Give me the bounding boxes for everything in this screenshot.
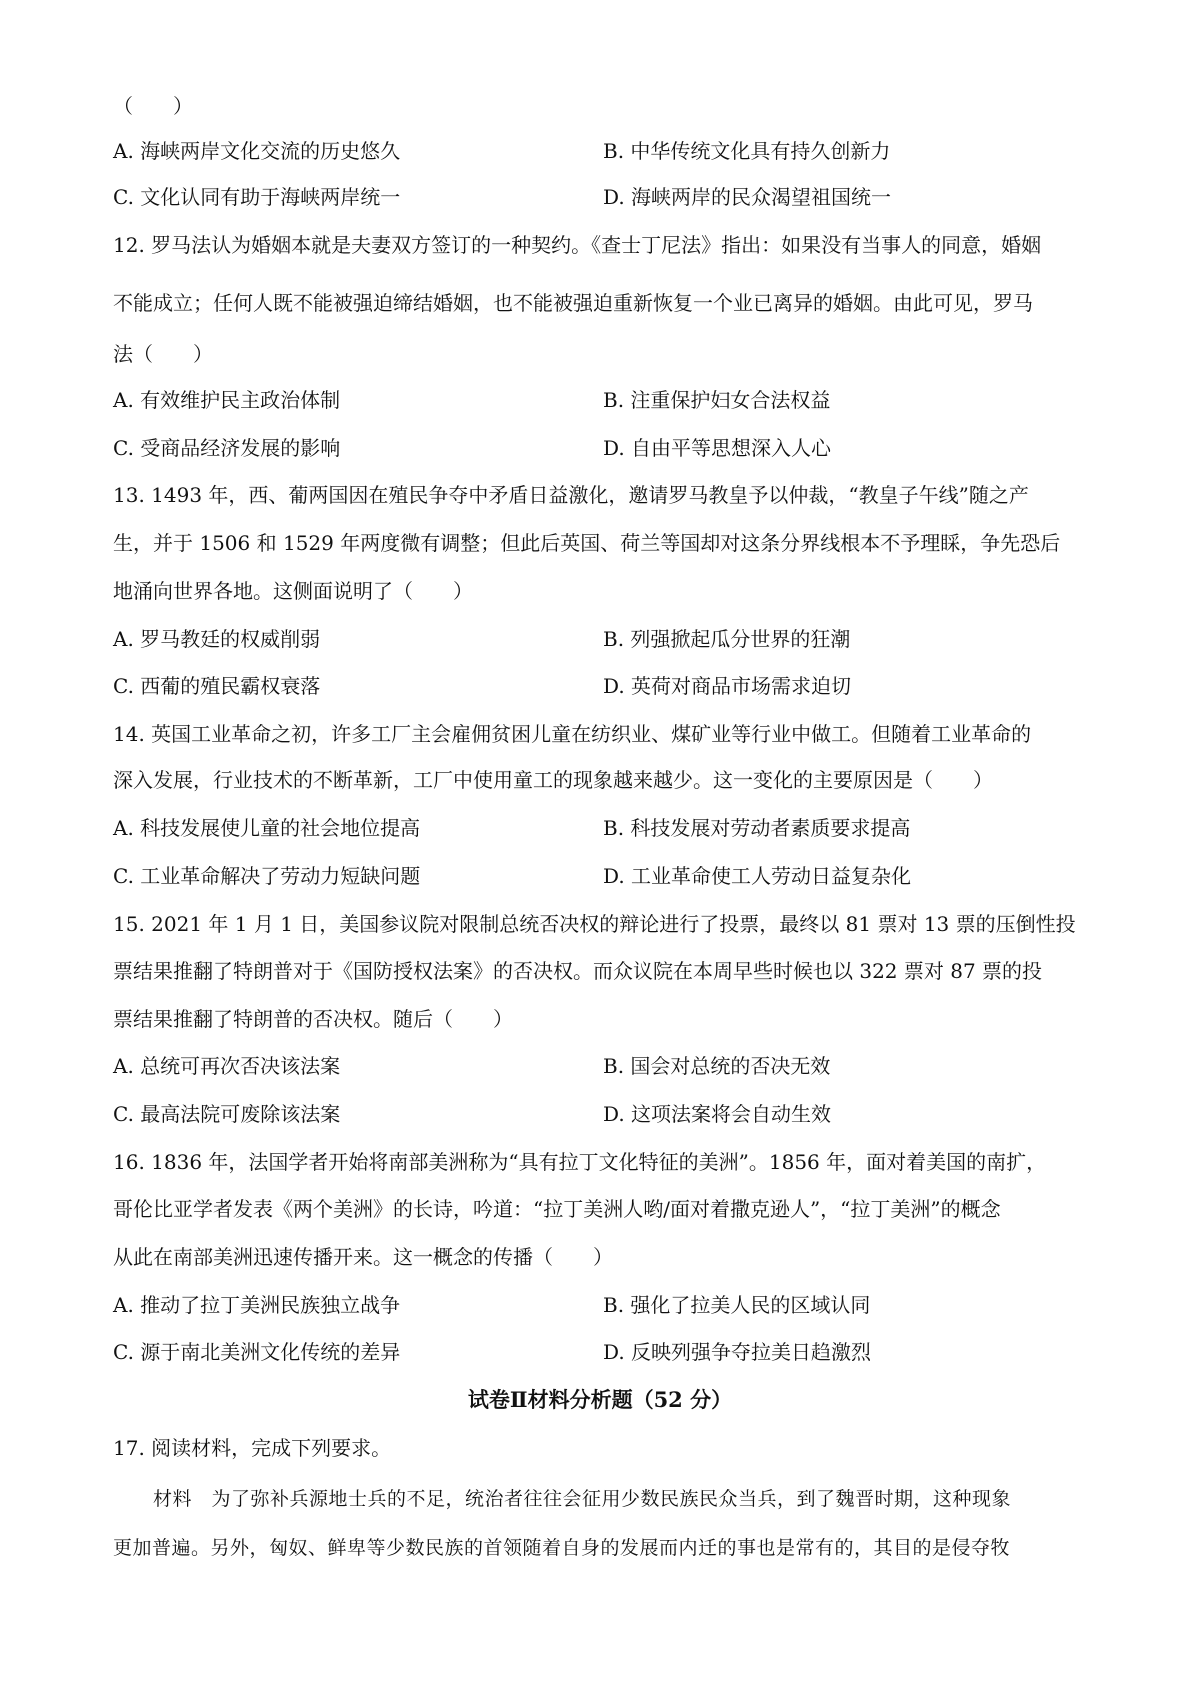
q13-stem-line-1: 13. 1493 年，西、葡两国因在殖民争夺中矛盾日益激化，邀请罗马教皇予以仲裁，“教皇子午线”随之产	[113, 483, 1029, 507]
q13-option-a: A. 罗马教廷的权威削弱	[113, 627, 321, 651]
q16-option-b: B. 强化了拉美人民的区域认同	[603, 1293, 871, 1317]
q17-material-line-2: 更加普遍。另外，匈奴、鲜卑等少数民族的首领随着自身的发展而内迁的事也是常有的，其目的是侵夺牧	[113, 1537, 1011, 1559]
q14-stem-line-1: 14. 英国工业革命之初，许多工厂主会雇佣贫困儿童在纺织业、煤矿业等行业中做工。但随着工业革命的	[113, 722, 1032, 746]
q12-option-d: D. 自由平等思想深入人心	[603, 436, 832, 460]
q15-option-c: C. 最高法院可废除该法案	[113, 1102, 341, 1126]
q13-stem-line-2: 生，并于 1506 和 1529 年两度微有调整；但此后英国、荷兰等国却对这条分界线根本不予理睬，争先恐后	[113, 531, 1061, 555]
q11-option-a: A. 海峡两岸文化交流的历史悠久	[113, 139, 401, 163]
q16-stem-line-2: 哥伦比亚学者发表《两个美洲》的长诗，吟道：“拉丁美洲人哟/面对着撒克逊人”，“拉丁美洲”的概念	[113, 1197, 1001, 1221]
q14-stem-line-2: 深入发展，行业技术的不断革新，工厂中使用童工的现象越来越少。这一变化的主要原因是（ ）	[113, 768, 993, 792]
q12-option-a: A. 有效维护民主政治体制	[113, 388, 341, 412]
q14-option-c: C. 工业革命解决了劳动力短缺问题	[113, 864, 421, 888]
q17-stem: 17. 阅读材料，完成下列要求。	[113, 1436, 392, 1460]
q11-option-c: C. 文化认同有助于海峡两岸统一	[113, 185, 401, 209]
q14-option-b: B. 科技发展对劳动者素质要求提高	[603, 816, 911, 840]
q16-stem-line-3: 从此在南部美洲迅速传播开来。这一概念的传播（ ）	[113, 1245, 613, 1269]
q16-option-d: D. 反映列强争夺拉美日趋激烈	[603, 1340, 872, 1364]
q13-option-d: D. 英荷对商品市场需求迫切	[603, 674, 852, 698]
q11-option-b: B. 中华传统文化具有持久创新力	[603, 139, 891, 163]
section-2-title: 试卷Ⅱ材料分析题（52 分）	[467, 1387, 733, 1412]
q14-option-a: A. 科技发展使儿童的社会地位提高	[113, 816, 421, 840]
q16-option-c: C. 源于南北美洲文化传统的差异	[113, 1340, 401, 1364]
q12-option-c: C. 受商品经济发展的影响	[113, 436, 341, 460]
q14-option-d: D. 工业革命使工人劳动日益复杂化	[603, 864, 912, 888]
q11-answer-bracket: （ ）	[113, 94, 193, 118]
q15-stem-line-1: 15. 2021 年 1 月 1 日，美国参议院对限制总统否决权的辩论进行了投票，最终以 81 票对 13 票的压倒性投	[113, 912, 1076, 936]
q17-material-line-1: 材料 为了弥补兵源地士兵的不足，统治者往往会征用少数民族民众当兵，到了魏晋时期，这种现象	[153, 1488, 1012, 1510]
q15-option-b: B. 国会对总统的否决无效	[603, 1054, 831, 1078]
q15-option-a: A. 总统可再次否决该法案	[113, 1054, 341, 1078]
q13-stem-line-3: 地涌向世界各地。这侧面说明了（ ）	[113, 579, 473, 603]
q12-stem-line-2: 不能成立；任何人既不能被强迫缔结婚姻，也不能被强迫重新恢复一个业已离异的婚姻。由此可见，罗马	[113, 291, 1033, 315]
q12-option-b: B. 注重保护妇女合法权益	[603, 388, 831, 412]
q15-stem-line-3: 票结果推翻了特朗普的否决权。随后（ ）	[113, 1007, 513, 1031]
q15-stem-line-2: 票结果推翻了特朗普对于《国防授权法案》的否决权。而众议院在本周早些时候也以 322 票对 87 票的投	[113, 959, 1043, 983]
q16-option-a: A. 推动了拉丁美洲民族独立战争	[113, 1293, 401, 1317]
q15-option-d: D. 这项法案将会自动生效	[603, 1102, 832, 1126]
q12-stem-line-1: 12. 罗马法认为婚姻本就是夫妻双方签订的一种契约。《查士丁尼法》指出：如果没有当事人的同意，婚姻	[113, 233, 1042, 257]
q11-option-d: D. 海峡两岸的民众渴望祖国统一	[603, 185, 892, 209]
q12-stem-line-3: 法（ ）	[113, 342, 213, 366]
q13-option-c: C. 西葡的殖民霸权衰落	[113, 674, 321, 698]
q16-stem-line-1: 16. 1836 年，法国学者开始将南部美洲称为“具有拉丁文化特征的美洲”。1856 年，面对着美国的南扩，	[113, 1150, 1047, 1174]
q13-option-b: B. 列强掀起瓜分世界的狂潮	[603, 627, 851, 651]
